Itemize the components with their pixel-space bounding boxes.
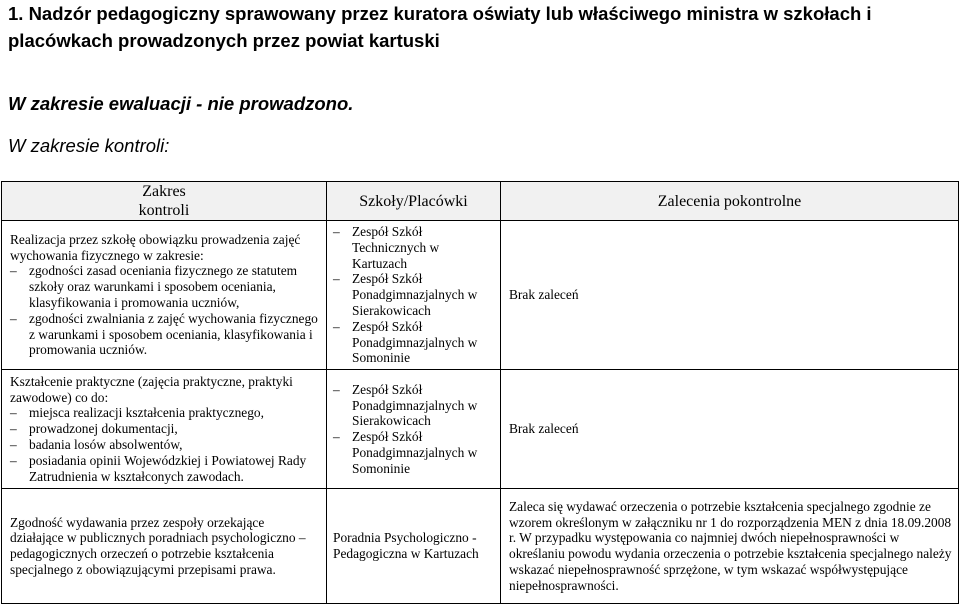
section-heading: 1. Nadzór pedagogiczny sprawowany przez kuratora oświaty lub właściwego ministra w szkołach i placówkach prowadzonych przez powiat kartuski: [8, 3, 872, 51]
scope-cell: [2, 221, 327, 370]
schools-list: [333, 382, 494, 477]
list-item: – posiadania opinii Wojewódzkiej i Powiatowej Rady Zatrudnienia w kształconych zawodach.: [10, 453, 320, 485]
control-table: [1, 181, 959, 604]
scope-list: [10, 405, 320, 484]
table-row: [2, 221, 959, 370]
list-item: – zgodności zasad oceniania fizycznego ze statutem szkoły oraz warunkami i sposobem oceniania, klasyfikowania i promowania uczniów,: [10, 263, 320, 310]
scope-intro: Realizacja przez szkołę obowiązku prowadzenia zajęć wychowania fizycznego w zakresie:: [10, 231, 301, 263]
list-item: – zgodności zwalniania z zajęć wychowania fizycznego z warunkami i sposobem oceniania, klasyfikowania i promowania uczniów.: [10, 311, 320, 358]
header-recommendations: Zalecenia pokontrolne: [501, 182, 959, 221]
evaluation-note: W zakresie ewaluacji - nie prowadzono.: [8, 93, 354, 114]
scope-cell: Zgodność wydawania przez zespoły orzekające działające w publicznych poradniach psychologiczno – pedagogicznych orzeczeń o potrzebie kształcenia specjalnego z obowiązującymi przepisami prawa.: [2, 489, 327, 604]
recommendation-cell: Zaleca się wydawać orzeczenia o potrzebie kształcenia specjalnego zgodnie ze wzorem określonym w załączniku nr 1 do rozporządzenia MEN z dnia 18.09.2008 r. W przypadku występowania co najmniej dwóch niepełnosprawności w określaniu powodu wydania orzeczenia o potrzebie kształcenia specjalnego należy wskazać niepełnosprawność sprzężone, w tym wskazać współwystępujące niepełnosprawności.: [501, 489, 959, 604]
school-item: – Zespół Szkół Ponadgimnazjalnych w Sierakowicach: [333, 382, 494, 429]
school-item: – Zespół Szkół Ponadgimnazjalnych w Somoninie: [333, 319, 494, 366]
list-item: – miejsca realizacji kształcenia praktycznego,: [10, 405, 320, 421]
schools-cell: [327, 370, 501, 489]
school-item: – Zespół Szkół Ponadgimnazjalnych w Somoninie: [333, 429, 494, 476]
scope-list: [10, 263, 320, 358]
schools-cell: Poradnia Psychologiczno - Pedagogiczna w Kartuzach: [327, 489, 501, 604]
school-item: – Zespół Szkół Ponadgimnazjalnych w Sierakowicach: [333, 271, 494, 318]
header-schools: Szkoły/Placówki: [327, 182, 501, 221]
control-intro: W zakresie kontroli:: [8, 135, 170, 156]
school-item: – Zespół Szkół Technicznych w Kartuzach: [333, 224, 494, 271]
list-item: – prowadzonej dokumentacji,: [10, 421, 320, 437]
recommendation-cell: Brak zaleceń: [501, 370, 959, 489]
scope-intro: Kształcenie praktyczne (zajęcia praktyczne, praktyki zawodowe) co do:: [10, 373, 293, 405]
schools-cell: [327, 221, 501, 370]
table-header-row: [2, 182, 959, 221]
table-row: [2, 489, 959, 604]
list-item: – badania losów absolwentów,: [10, 437, 320, 453]
schools-list: [333, 224, 494, 366]
scope-cell: [2, 370, 327, 489]
header-scope: Zakres kontroli: [2, 182, 327, 221]
table-row: [2, 370, 959, 489]
recommendation-cell: Brak zaleceń: [501, 221, 959, 370]
